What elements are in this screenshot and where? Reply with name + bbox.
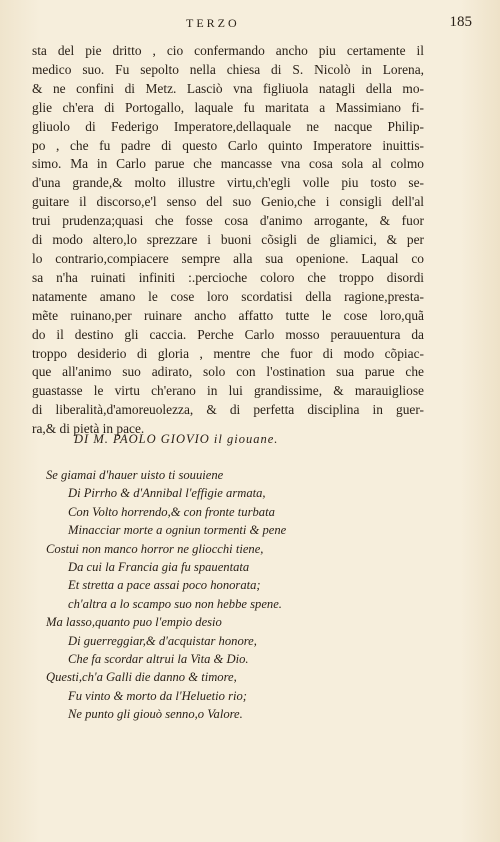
poem-line: Che fa scordar altrui la Vita & Dio. [68,652,249,667]
prose-block [32,42,424,439]
poem-line: Ma lasso,quanto puo l'empio desio [46,615,222,630]
poem-line: Costui non manco horror ne gliocchi tiene, [46,541,264,556]
poem-line: Ne punto gli giouò senno,o Valore. [68,707,243,722]
prose-line: do il destino gli caccia. Perche Carlo mosso perauuentura da [32,326,424,342]
page-number: 185 [449,14,472,30]
poem-line: Se giamai d'hauer uisto ti souuiene [46,468,224,482]
prose-line: guastasse le virtu ch'erano in lui grandissime, & marauigliose [32,383,424,399]
prose-line: que all'animo suo adirato, solo con l'ostination sua parue che [32,364,424,380]
prose-line: sta del pie dritto , cio confermando ancho piu certamente il [32,43,424,58]
prose-line: mẽte ruinano,per ruinare ancho affatto tutte le cose loro,quã [32,307,424,323]
prose-line: medico suo. Fu sepolto nella chiesa di S. Nicolò in Lorena, [32,61,424,77]
prose-line: & ne confini di Metz. Lasciò vna figliuola natagli della mo- [32,80,424,96]
poem-line: Con Volto horrendo,& con fronte turbata [68,504,275,519]
prose-line: di modo altero,lo sprezzare i buoni cõsigli de gliamici, & per [32,232,424,248]
poem-line: Fu vinto & morto da l'Heluetio rio; [68,688,247,703]
prose-line: sa n'ha ruinati infiniti :.percioche coloro che troppo disordi [32,269,424,285]
prose-line: natamente amano le cose loro scordatisi della ragione,presta- [32,288,424,304]
page-header [0,14,500,38]
prose-line: d'una grande,& molto illustre virtu,ch'egli volle piu tosto se- [32,175,424,191]
poem-line: Minacciar morte a ogniun tormenti & pene [68,523,287,538]
prose-line: guitare il discorso,e'l senso del suo Genio,che i consigli dell'al [32,194,424,210]
poem-line: Et stretta a pace assai poco honorata; [68,578,261,593]
running-head: TERZO [186,16,240,30]
poem-line: Da cui la Francia gia fu spauentata [68,560,250,575]
prose-line: troppo desiderio di gloria , mentre che fuor di modo cõpiac- [32,345,424,361]
poem-line: Di Pirrho & d'Annibal l'effigie armata, [68,486,266,501]
prose-line: glie ch'era di Portogallo, laquale fu maritata a Massimiano fi- [32,99,424,115]
prose-line: di liberalità,d'amoreuolezza, & di perfetta disciplina in guer- [32,402,424,418]
prose-line: lo contrario,compiacere sempre alla sua openione. Laqual co [32,250,424,266]
poem-line: Questi,ch'a Galli die danno & timore, [46,670,237,685]
prose-line: simo. Ma in Carlo parue che mancasse vna cosa sola al colmo [32,156,424,172]
prose-line: po , che fu padre di questo Carlo quinto Imperatore inuittis- [32,137,424,153]
poem-line: Di guerreggiar,& d'acquistar honore, [68,633,257,648]
prose-line: trui prudenza;quasi che fosse cosa d'animo arrogante, & fuor [32,213,424,229]
poem-title: DI M. PAOLO GIOVIO il giouane. [74,432,279,446]
poem-line: ch'altra a lo scampo suo non hebbe spene. [68,596,282,611]
prose-line: gliuolo di Federigo Imperatore,dellaquale ne nacque Philip- [32,118,424,134]
sonnet [46,466,346,724]
prose-line: ra,& di pietà in pace. [32,421,145,437]
